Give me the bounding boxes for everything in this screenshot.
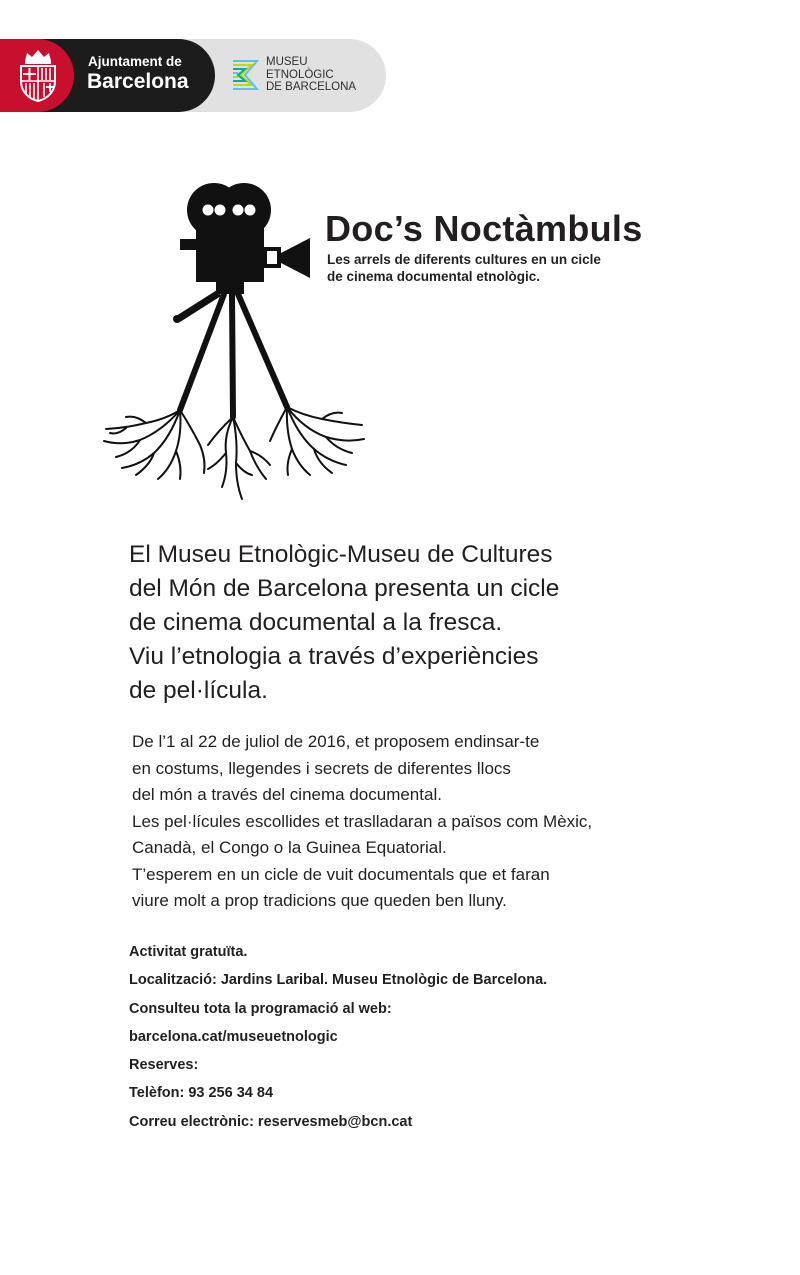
intro-line: El Museu Etnològic-Museu de Cultures [129,541,553,568]
subtitle-line: de cinema documental etnològic. [327,269,541,284]
intro-paragraph [129,538,689,708]
subtitle-line: Les arrels de diferents cultures en un cicle [327,252,601,267]
page-title: Doc’s Noctàmbuls [325,208,643,249]
ajuntament-logo[interactable] [0,39,215,112]
header-logo-bar [0,39,386,112]
museu-logo-line: DE BARCELONA [266,81,357,93]
ajuntament-crest-badge [0,39,74,112]
details-paragraph [132,729,692,915]
museu-logo-line: ETNOLÒGIC [266,68,334,81]
info-phone[interactable]: Telèfon: 93 256 34 84 [129,1085,274,1102]
details-line: De l’1 al 22 de juliol de 2016, et proposem endinsar-te [132,732,540,751]
details-line: Les pel·lícules escollides et traslladaran a països com Mèxic, [132,811,593,831]
info-free-activity: Activitat gratuïta. [129,944,248,960]
museu-etnologic-logo-text[interactable] [266,56,356,94]
details-line: del món a través del cinema documental. [132,785,442,804]
intro-line: Viu l’etnologia a través d’experiències [129,643,539,670]
info-location: Localització: Jardins Laribal. Museu Etnològic de Barcelona. [129,972,548,989]
details-line: Canadà, el Congo o la Guinea Equatorial. [132,838,447,857]
practical-info [129,938,689,1136]
page-subtitle [327,251,707,285]
ajuntament-label-line2: Barcelona [87,70,189,93]
intro-line: del Món de Barcelona presenta un cicle [129,575,560,602]
info-reservations-label: Reserves: [129,1057,199,1074]
info-email[interactable]: Correu electrònic: reservesmeb@bcn.cat [129,1113,413,1130]
museu-logo-line: MUSEU [266,56,308,68]
details-line: viure molt a prop tradicions que queden ben lluny. [132,891,507,910]
info-web-link[interactable]: barcelona.cat/museuetnologic [129,1028,338,1045]
details-line: T’esperem en un cicle de vuit documentals que et faran [132,864,550,884]
museu-etnologic-mark-icon [232,58,260,92]
intro-line: de cinema documental a la fresca. [129,609,503,636]
ajuntament-label-line1: Ajuntament de [88,54,182,69]
details-line: en costums, llegendes i secrets de diferentes llocs [132,758,511,778]
intro-line: de pel·lícula. [129,677,268,704]
barcelona-crest-icon [13,47,63,104]
info-web-label: Consulteu tota la programació al web: [129,1000,392,1017]
